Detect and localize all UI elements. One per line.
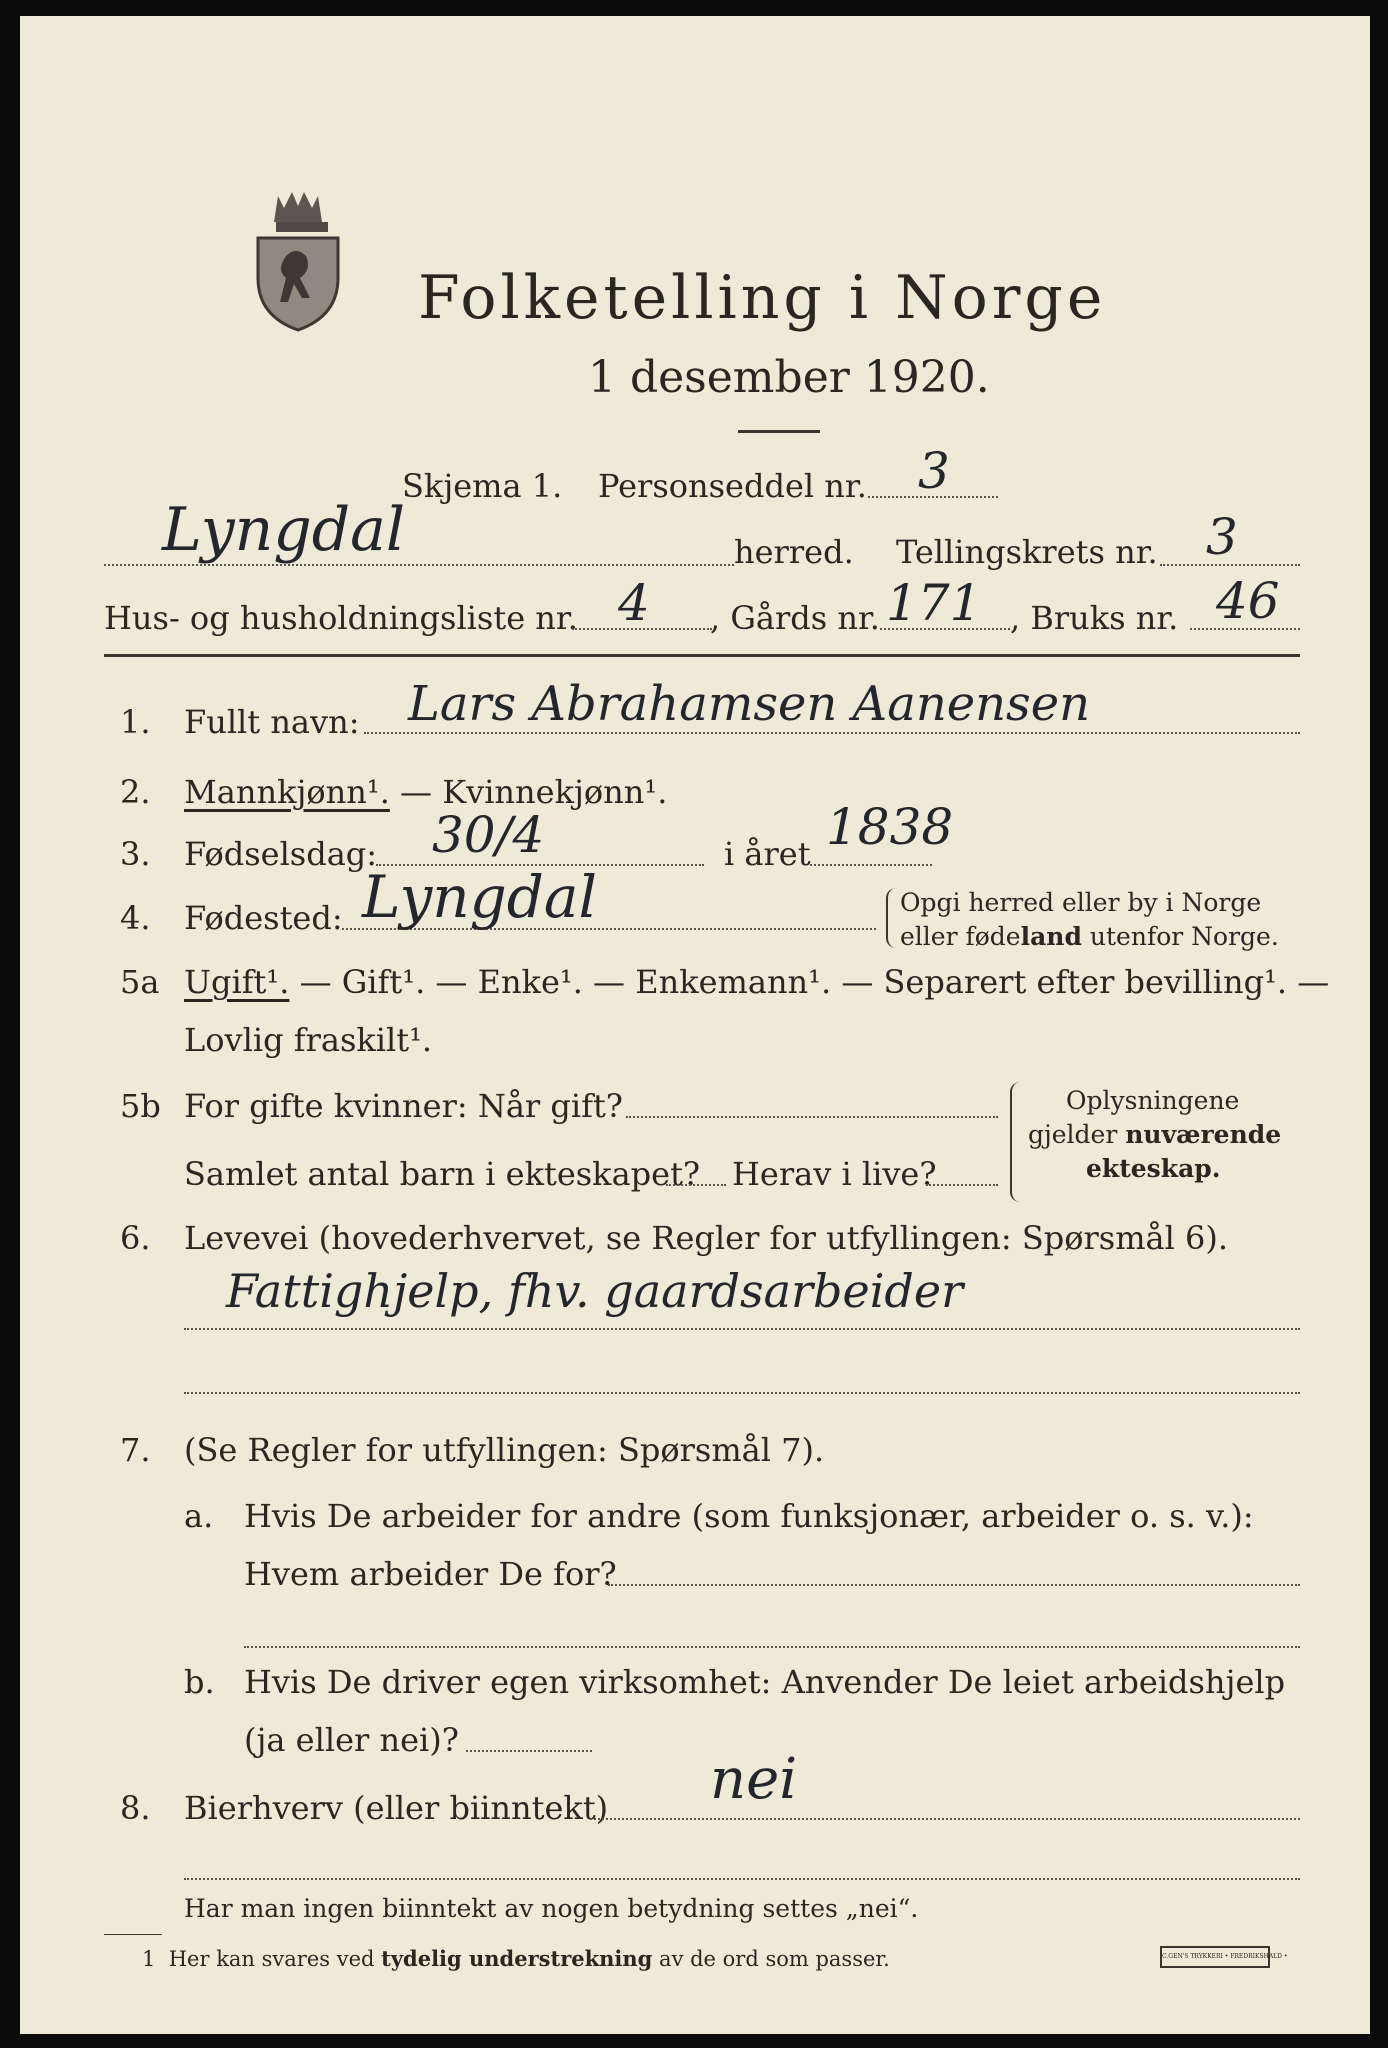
form-title: Folketelling i Norge bbox=[418, 263, 1107, 333]
q4-birthplace[interactable]: Lyngdal bbox=[362, 863, 598, 931]
q7b-label-line1: Hvis De driver egen virksomhet: Anvender De leiet arbeidshjelp bbox=[244, 1663, 1286, 1701]
q5b-note-line3: ekteskap. bbox=[1086, 1154, 1221, 1183]
q7a-label-line1: Hvis De arbeider for andre (som funksjonær, arbeider o. s. v.): bbox=[244, 1497, 1254, 1535]
q5a-ugift-option[interactable]: Ugift¹. bbox=[184, 963, 290, 1001]
herred-value[interactable]: Lyngdal bbox=[162, 495, 406, 565]
printer-stamp: C.GEN'S TRYKKERI • FREDRIKSHALD • bbox=[1160, 1946, 1270, 1968]
q5b-label-married: For gifte kvinner: Når gift? bbox=[184, 1087, 623, 1125]
q5b-note-line2: gjelder nuværende bbox=[1028, 1120, 1282, 1149]
q2-female-option[interactable]: Kvinnekjønn¹. bbox=[442, 773, 668, 811]
herred-label: herred. bbox=[734, 533, 854, 571]
q5b-label-alive: Herav i live? bbox=[732, 1155, 937, 1193]
q7b-letter: b. bbox=[184, 1663, 215, 1701]
q8-label: Bierhverv (eller biinntekt) bbox=[184, 1789, 609, 1827]
q3-year-label: i året bbox=[724, 835, 811, 873]
personseddel-value[interactable]: 3 bbox=[918, 442, 950, 500]
q3-label: Fødselsdag: bbox=[184, 835, 378, 873]
q7-label: (Se Regler for utfyllingen: Spørsmål 7). bbox=[184, 1431, 825, 1469]
tellingskrets-value[interactable]: 3 bbox=[1206, 508, 1238, 566]
q4-note-line2: eller fødeland utenfor Norge. bbox=[900, 922, 1279, 951]
gards-label: , Gårds nr. bbox=[710, 599, 880, 637]
coat-of-arms-icon bbox=[250, 186, 346, 332]
q5b-label-children: Samlet antal barn i ekteskapet? bbox=[184, 1155, 701, 1193]
tellingskrets-label: Tellingskrets nr. bbox=[896, 533, 1158, 571]
bruks-label: , Bruks nr. bbox=[1010, 599, 1179, 637]
q4-note-line1: Opgi herred eller by i Norge bbox=[900, 888, 1262, 917]
q4-label: Fødested: bbox=[184, 899, 343, 937]
q8-number: 8. bbox=[120, 1789, 151, 1827]
q2-number: 2. bbox=[120, 773, 151, 811]
q2-options: Mannkjønn¹. — Kvinnekjønn¹. bbox=[184, 773, 668, 811]
q7a-letter: a. bbox=[184, 1497, 214, 1535]
q5b-number: 5b bbox=[120, 1087, 161, 1125]
q7a-label-line2: Hvem arbeider De for? bbox=[244, 1555, 617, 1593]
footnote: 1 Her kan svares ved tydelig understrekning av de ord som passer. bbox=[142, 1946, 890, 1971]
q1-number: 1. bbox=[120, 703, 151, 741]
footer-note: Har man ingen biinntekt av nogen betydning settes „nei“. bbox=[184, 1894, 919, 1923]
hus-value[interactable]: 4 bbox=[618, 574, 650, 632]
skjema-label: Skjema 1. bbox=[402, 467, 563, 505]
q4-number: 4. bbox=[120, 899, 151, 937]
q3-number: 3. bbox=[120, 835, 151, 873]
q1-label: Fullt navn: bbox=[184, 703, 360, 741]
footnote-divider bbox=[104, 1934, 162, 1935]
gards-value[interactable]: 171 bbox=[886, 574, 982, 632]
q7b-label-line2: (ja eller nei)? bbox=[244, 1721, 459, 1759]
q2-male-option[interactable]: Mannkjønn¹. bbox=[184, 773, 390, 811]
q5a-option-fraskilt[interactable]: Lovlig fraskilt¹. bbox=[184, 1021, 433, 1059]
q3-birth-date[interactable]: 30/4 bbox=[432, 806, 545, 864]
q6-label: Levevei (hovederhvervet, se Regler for utfyllingen: Spørsmål 6). bbox=[184, 1219, 1229, 1257]
q5a-options: Ugift¹. — Gift¹. — Enke¹. — Enkemann¹. — Separert efter bevilling¹. — bbox=[184, 963, 1330, 1001]
form-date: 1 desember 1920. bbox=[588, 352, 990, 403]
q5b-note-line1: Oplysningene bbox=[1066, 1086, 1240, 1115]
header-divider bbox=[104, 654, 1300, 657]
hus-label: Hus- og husholdningsliste nr. bbox=[104, 599, 578, 637]
q5a-number: 5a bbox=[120, 963, 160, 1001]
q1-full-name[interactable]: Lars Abrahamsen Aanensen bbox=[408, 676, 1091, 732]
bruks-value[interactable]: 46 bbox=[1216, 572, 1280, 630]
q7-number: 7. bbox=[120, 1431, 151, 1469]
personseddel-label: Personseddel nr. bbox=[598, 467, 867, 505]
q6-occupation[interactable]: Fattighjelp, fhv. gaardsarbeider bbox=[226, 1264, 964, 1318]
q3-birth-year[interactable]: 1838 bbox=[826, 798, 954, 856]
q8-secondary-income[interactable]: nei bbox=[710, 1747, 798, 1812]
title-divider bbox=[738, 430, 820, 433]
census-form bbox=[20, 16, 1370, 2034]
q6-number: 6. bbox=[120, 1219, 151, 1257]
